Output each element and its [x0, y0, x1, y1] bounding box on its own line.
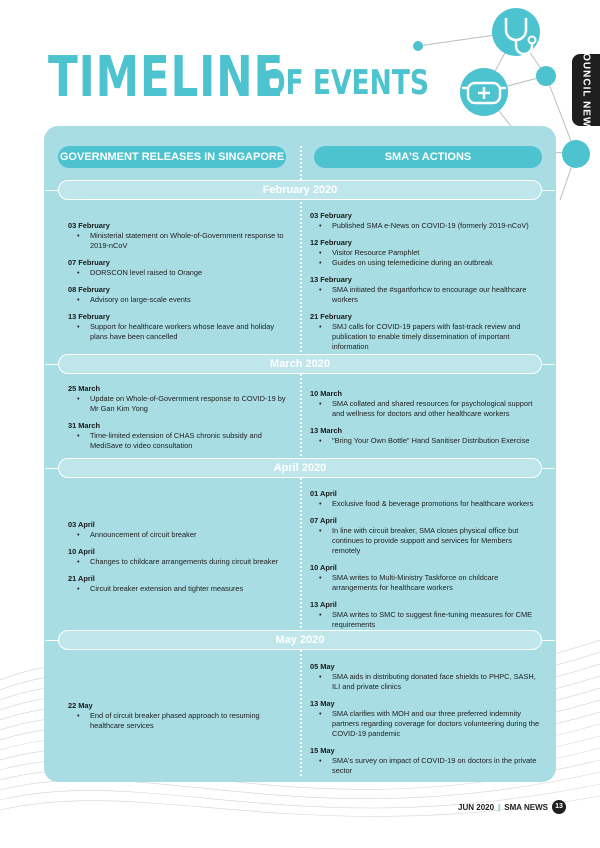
footer-publication: SMA NEWS	[504, 802, 548, 812]
list-item: 25 March • Update on Whole-of-Government response to COVID-19 by Mr Gan Kim Yong	[68, 384, 290, 414]
gov-list-february	[68, 221, 290, 349]
council-news-tab	[572, 44, 600, 136]
footer-separator: |	[498, 802, 501, 812]
list-item: 10 March • SMA collated and shared resources for psychological support and wellness for doctors and other healthcare workers	[310, 389, 542, 419]
list-item: 22 May • End of circuit breaker phased approach to resuming healthcare services	[68, 701, 290, 731]
list-item: 13 February • Support for healthcare workers whose leave and holiday plans have been cancelled	[68, 312, 290, 342]
month-bar-april: April 2020	[58, 458, 542, 478]
title-main: TIMELINE	[48, 45, 285, 110]
gov-list-may	[68, 701, 290, 738]
sma-list-may	[310, 662, 542, 783]
gov-column-header: GOVERNMENT RELEASES IN SINGAPORE	[58, 146, 286, 168]
gov-list-march	[68, 384, 290, 458]
list-item: 13 March • "Bring Your Own Bottle" Hand Sanitiser Distribution Exercise	[310, 426, 542, 446]
list-item: 15 May • SMA's survey on impact of COVID-19 on doctors in the private sector	[310, 746, 542, 776]
list-item: 10 April • SMA writes to Multi-Ministry Taskforce on childcare arrangements for healthcare workers	[310, 563, 542, 593]
list-item: 03 February • Ministerial statement on Whole-of-Government response to 2019-nCoV	[68, 221, 290, 251]
list-item: 31 March • Time-limited extension of CHAS chronic subsidy and MediSave to video consultation	[68, 421, 290, 451]
footer-issue: JUN 2020	[458, 802, 495, 812]
gov-list-april	[68, 520, 290, 601]
month-bar-march: March 2020	[58, 354, 542, 374]
council-news-label: COUNCIL NEWS	[580, 44, 592, 136]
title-sub: OF EVENTS	[263, 63, 430, 103]
list-item: 01 April • Exclusive food & beverage promotions for healthcare workers	[310, 489, 542, 509]
sma-list-february	[310, 211, 542, 359]
list-item: 13 April • SMA writes to SMC to suggest fine-tuning measures for CME requirements	[310, 600, 542, 630]
list-item: 13 February • SMA initiated the #sgartforhcw to encourage our healthcare workers	[310, 275, 542, 305]
list-item: 05 May • SMA aids in distributing donated face shields to PHPC, SASH, ILI and private clinics	[310, 662, 542, 692]
month-bar-february: February 2020	[58, 180, 542, 200]
list-item: 21 February • SMJ calls for COVID-19 papers with fast-track review and publication to enable timely dissemination of important information	[310, 312, 542, 352]
list-item: 13 May • SMA clarifies with MOH and our three preferred indemnity partners regarding coverage for doctors volunteering during the COVID-19 pandemic	[310, 699, 542, 739]
sma-list-april	[310, 489, 542, 637]
list-item: 07 April • In line with circuit breaker, SMA closes physical office but continues to provide support and services for Members remotely	[310, 516, 542, 556]
sma-column-header: SMA'S ACTIONS	[314, 146, 542, 168]
page-footer	[458, 800, 566, 814]
month-bar-may: May 2020	[58, 630, 542, 650]
list-item: 21 April • Circuit breaker extension and tighter measures	[68, 574, 290, 594]
page-number: 13	[552, 800, 566, 814]
list-item: 12 February • Visitor Resource Pamphlet • Guides on using telemedicine during an outbreak	[310, 238, 542, 268]
list-item: 03 April • Announcement of circuit breaker	[68, 520, 290, 540]
list-item: 03 February • Published SMA e-News on COVID-19 (formerly 2019-nCoV)	[310, 211, 542, 231]
sma-list-march	[310, 389, 542, 453]
face-mask-icon	[460, 68, 508, 116]
stethoscope-icon	[492, 8, 540, 56]
list-item: 10 April • Changes to childcare arrangements during circuit breaker	[68, 547, 290, 567]
page-title	[48, 45, 430, 110]
list-item: 07 February • DORSCON level raised to Orange	[68, 258, 290, 278]
list-item: 08 February • Advisory on large-scale events	[68, 285, 290, 305]
